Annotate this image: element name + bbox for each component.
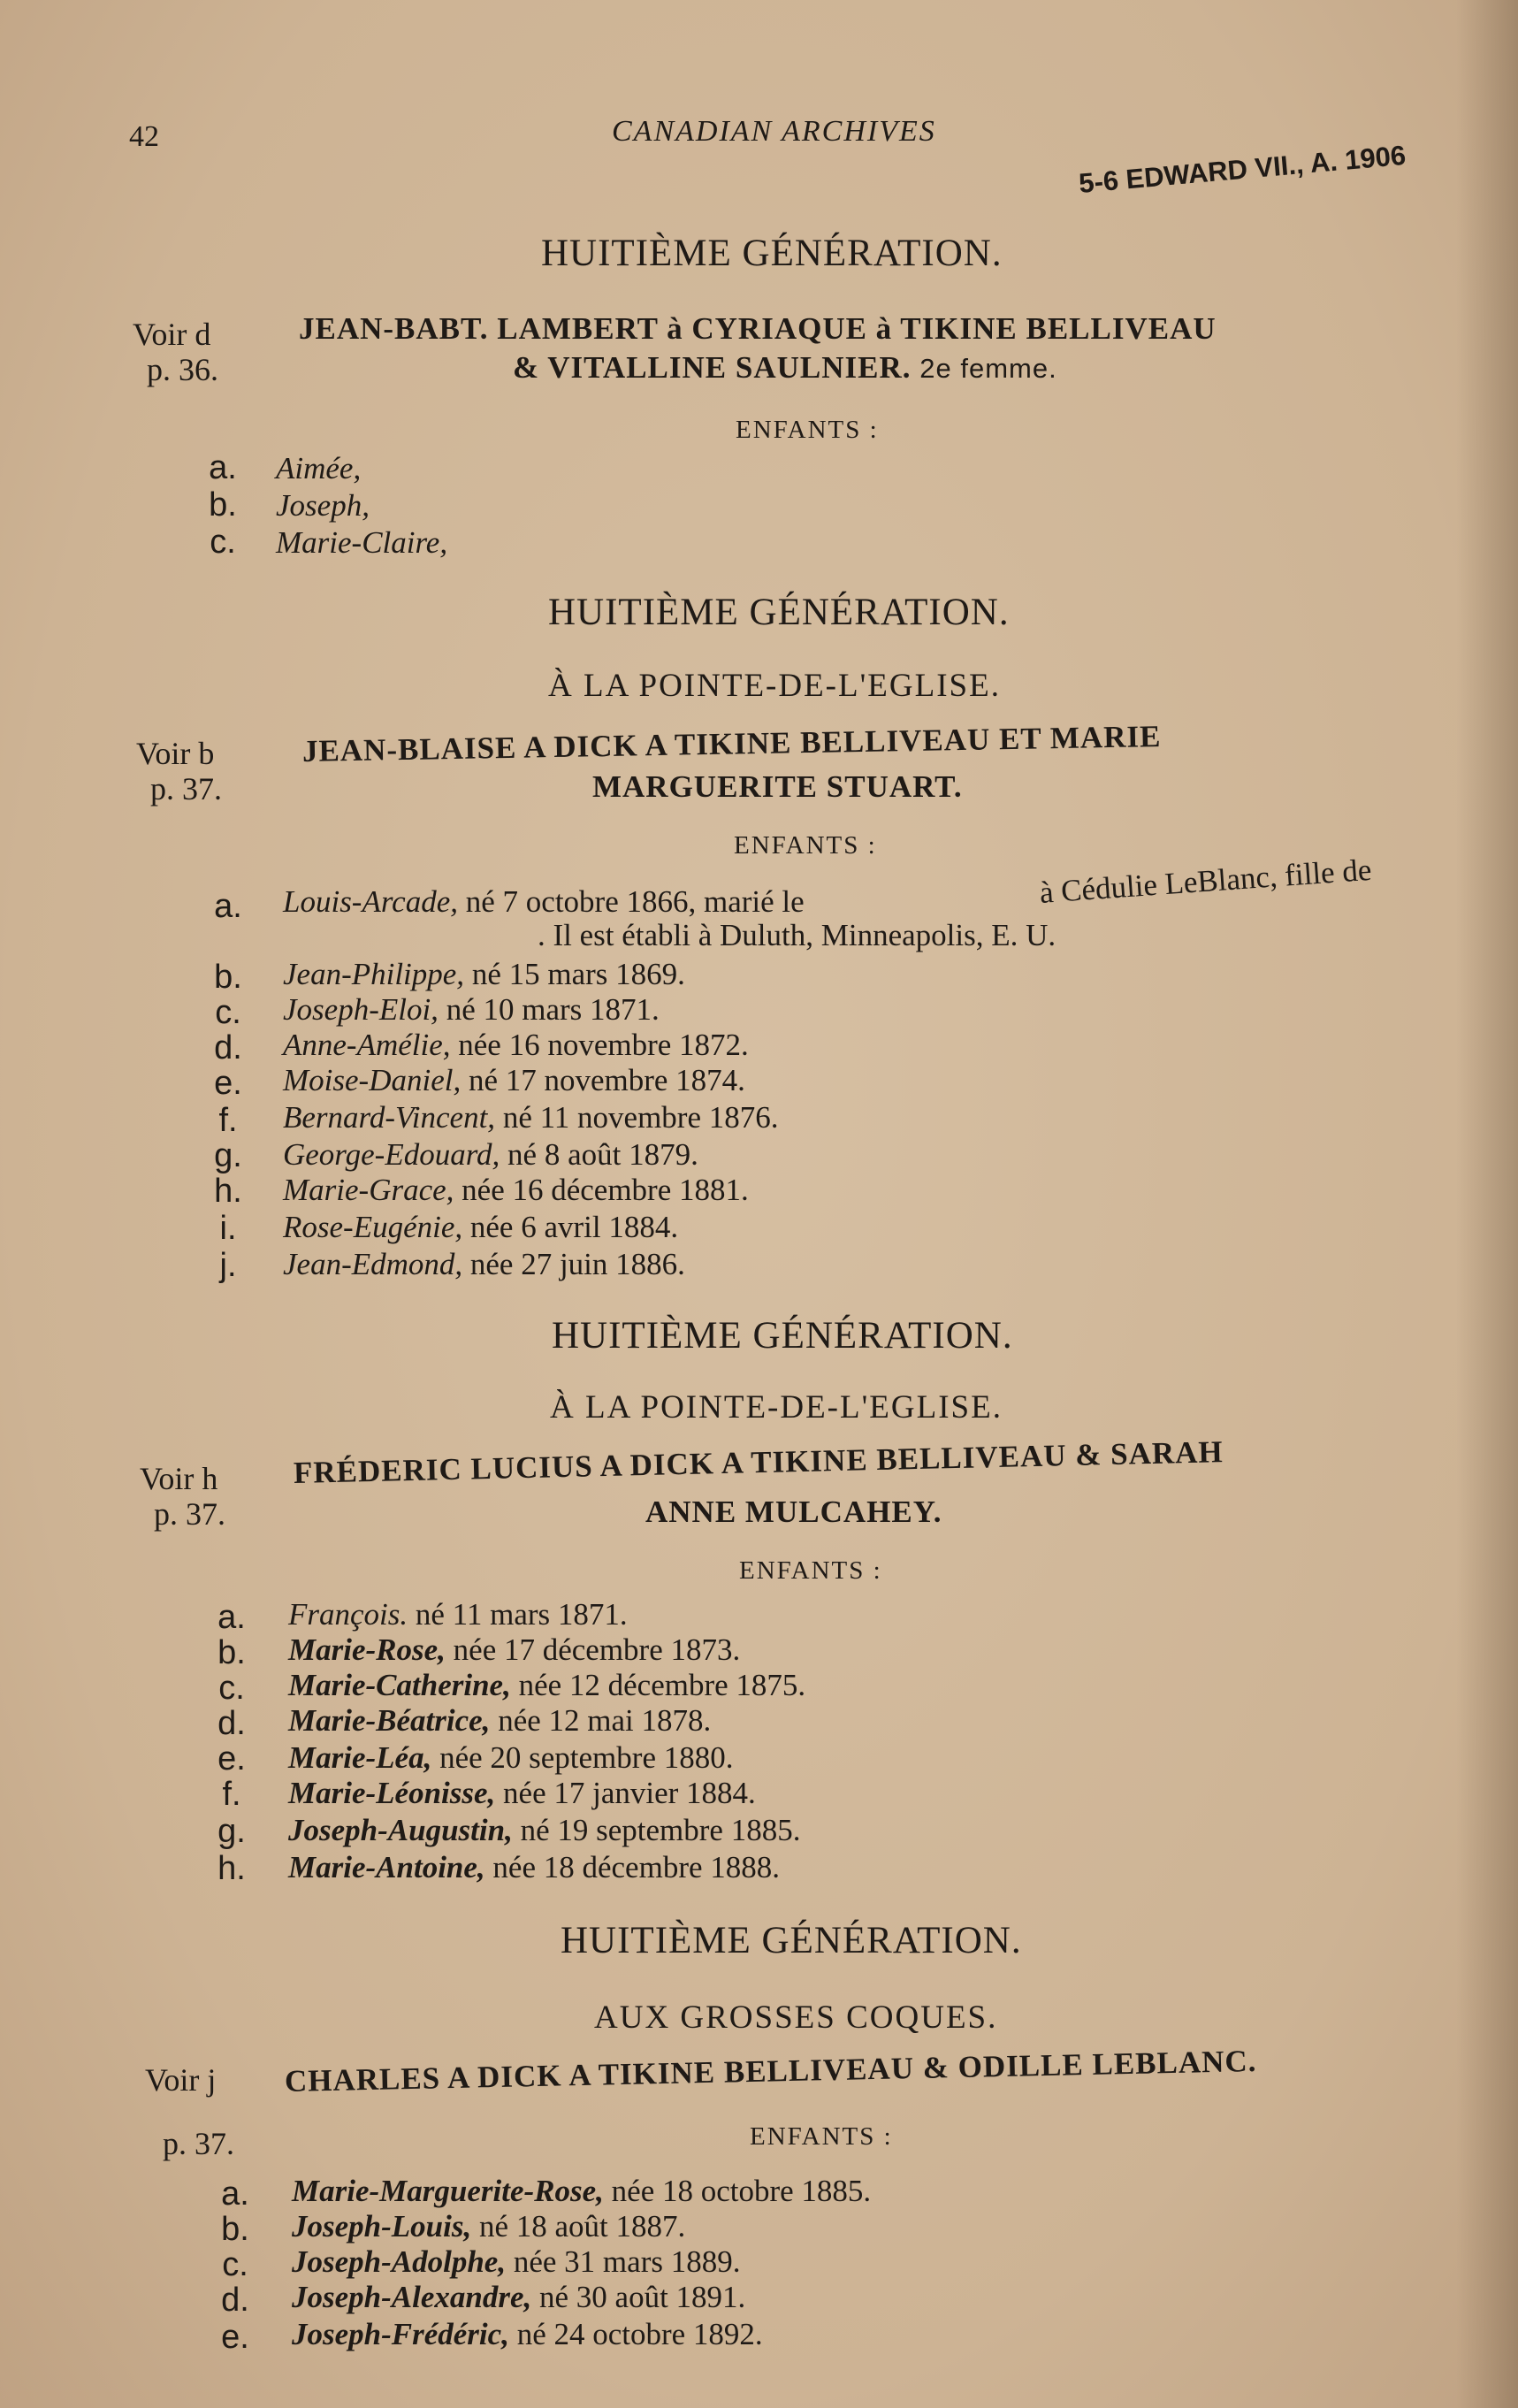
child-detail: né 11 mars 1871.: [415, 1597, 628, 1632]
child-letter: e.: [214, 1065, 242, 1102]
child-name: Marie-Béatrice,: [288, 1703, 491, 1738]
child-name: Joseph-Frédéric,: [292, 2317, 509, 2351]
child-letter: d.: [217, 1705, 246, 1742]
child-name: Marie-Marguerite-Rose,: [292, 2174, 604, 2208]
child-name: Jean-Edmond,: [283, 1247, 463, 1281]
child-entry: [276, 525, 447, 561]
enfants-label: ENFANTS :: [734, 831, 877, 860]
child-detail: née 17 janvier 1884.: [503, 1776, 756, 1810]
child-name: Joseph-Eloi,: [283, 992, 439, 1027]
child-name: Marie-Antoine,: [288, 1850, 485, 1884]
location-heading: AUX GROSSES COQUES.: [594, 1999, 998, 2036]
child-entry: [276, 451, 361, 486]
child-entry: [283, 957, 685, 992]
child-entry: [283, 992, 660, 1028]
child-letter: d.: [221, 2282, 249, 2319]
voir-text: Voir h: [140, 1461, 218, 1496]
child-entry: [288, 1813, 800, 1848]
child-entry: [292, 2280, 745, 2315]
child-detail: née 16 décembre 1881.: [462, 1173, 749, 1207]
child-continuation: . Il est établi à Duluth, Minneapolis, E. U.: [538, 918, 1056, 952]
child-letter: b.: [217, 1634, 246, 1671]
edition-label: 5-6 EDWARD VII., A. 1906: [1077, 139, 1407, 200]
child-detail: née 12 décembre 1875.: [518, 1668, 806, 1702]
child-name: Marie-Grace,: [283, 1173, 454, 1207]
child-entry: [288, 1776, 756, 1811]
voir-reference: [145, 2062, 216, 2098]
child-entry: [292, 2209, 685, 2244]
child-entry: [283, 1247, 685, 1282]
child-detail: née 12 mai 1878.: [498, 1703, 712, 1738]
voir-text: Voir d: [133, 317, 211, 352]
child-letter: f.: [218, 1102, 238, 1139]
child-entry: [288, 1703, 711, 1739]
child-letter: a.: [214, 888, 242, 925]
generation-heading: HUITIÈME GÉNÉRATION.: [561, 1920, 1022, 1961]
running-title: CANADIAN ARCHIVES: [612, 115, 936, 148]
child-detail: née 18 octobre 1885.: [611, 2174, 872, 2208]
voir-text: Voir b: [136, 736, 215, 771]
child-detail: né 15 mars 1869.: [471, 957, 685, 991]
parents-spouse: & VITALLINE SAULNIER.: [513, 350, 912, 385]
child-name: Jean-Philippe,: [283, 957, 465, 991]
child-letter: g.: [214, 1137, 242, 1174]
child-detail: née 18 décembre 1888.: [492, 1850, 781, 1884]
child-letter: b.: [209, 486, 237, 524]
voir-reference: [136, 736, 222, 806]
child-name: Marie-Léa,: [288, 1740, 432, 1775]
child-entry: [288, 1597, 628, 1632]
page-number: 42: [129, 120, 159, 153]
child-detail: née 6 avril 1884.: [469, 1210, 679, 1244]
child-entry: [292, 2174, 871, 2209]
child-letter: b.: [221, 2211, 249, 2248]
voir-reference: [133, 317, 218, 387]
child-detail: né 19 septembre 1885.: [520, 1813, 801, 1847]
child-detail: née 27 juin 1886.: [469, 1247, 685, 1281]
child-letter: c.: [218, 1670, 245, 1707]
spouse-note: 2e femme.: [919, 353, 1057, 384]
voir-page: p. 37.: [154, 1496, 225, 1532]
generation-heading: HUITIÈME GÉNÉRATION.: [541, 233, 1003, 274]
parents-line-2: MARGUERITE STUART.: [592, 769, 963, 804]
child-detail: né 30 août 1891.: [539, 2280, 746, 2314]
child-entry: [283, 1100, 779, 1135]
generation-heading: HUITIÈME GÉNÉRATION.: [552, 1315, 1013, 1357]
child-letter: g.: [217, 1813, 246, 1850]
child-name: Marie-Léonisse,: [288, 1776, 496, 1810]
child-name: Bernard-Vincent,: [283, 1100, 496, 1135]
parents-line-1: JEAN-BLAISE A DICK A TIKINE BELLIVEAU ET MARIE: [301, 719, 1162, 768]
parents-line-1: JEAN-BABT. LAMBERT à CYRIAQUE à TIKINE BELLIVEAU: [299, 311, 1217, 346]
child-letter: d.: [214, 1029, 242, 1066]
parents-line-2: ANNE MULCAHEY.: [645, 1494, 942, 1529]
child-entry: [283, 884, 805, 920]
child-letter: a.: [209, 449, 237, 486]
child-name: Aimée,: [276, 451, 362, 485]
child-detail-right: à Cédulie LeBlanc, fille de: [1038, 852, 1373, 910]
child-name: Anne-Amélie,: [283, 1028, 451, 1062]
enfants-label: ENFANTS :: [736, 416, 879, 444]
child-name: Joseph-Alexandre,: [292, 2280, 532, 2314]
child-name: Joseph,: [276, 488, 370, 523]
parents-line-1: CHARLES A DICK A TIKINE BELLIVEAU & ODILLE LEBLANC.: [284, 2043, 1257, 2098]
child-name: Marie-Rose,: [288, 1632, 446, 1667]
voir-page: p. 36.: [147, 352, 218, 387]
voir-page: p. 37.: [163, 2126, 234, 2161]
child-letter: i.: [219, 1210, 237, 1247]
parents-line-2: [513, 350, 1057, 386]
child-detail: née 17 décembre 1873.: [453, 1632, 741, 1667]
child-detail: né 18 août 1887.: [478, 2209, 686, 2244]
location-heading: À LA POINTE-DE-L'EGLISE.: [548, 668, 1001, 704]
child-name: Rose-Eugénie,: [283, 1210, 463, 1244]
child-entry: [288, 1668, 805, 1703]
child-entry: [292, 2244, 740, 2280]
child-letter: e.: [217, 1740, 246, 1777]
child-letter: a.: [221, 2175, 249, 2213]
location-heading: À LA POINTE-DE-L'EGLISE.: [550, 1389, 1003, 1426]
child-letter: j.: [219, 1247, 237, 1284]
child-letter: a.: [217, 1599, 246, 1636]
child-entry: [288, 1850, 780, 1885]
child-entry: [283, 1137, 698, 1173]
child-letter: e.: [221, 2319, 249, 2356]
child-name: Marie-Catherine,: [288, 1668, 511, 1702]
voir-page: p. 37.: [150, 771, 222, 806]
child-name: Moise-Daniel,: [283, 1063, 462, 1097]
child-entry: [283, 1210, 678, 1245]
child-name: Joseph-Louis,: [292, 2209, 472, 2244]
enfants-label: ENFANTS :: [739, 1556, 882, 1585]
enfants-label: ENFANTS :: [750, 2122, 893, 2151]
child-letter: h.: [217, 1850, 246, 1887]
child-letter: c.: [215, 994, 241, 1031]
child-detail: né 8 août 1879.: [507, 1137, 698, 1172]
child-detail: née 31 mars 1889.: [513, 2244, 741, 2279]
child-name: Joseph-Augustin,: [288, 1813, 513, 1847]
child-entry: [288, 1632, 740, 1668]
child-entry: [283, 1173, 749, 1208]
child-name: Marie-Claire,: [276, 525, 448, 560]
child-letter: c.: [210, 524, 236, 561]
parents-line-1: FRÉDERIC LUCIUS A DICK A TIKINE BELLIVEAU & SARAH: [293, 1434, 1224, 1490]
child-name: Louis-Arcade,: [283, 884, 458, 919]
child-detail: né 17 novembre 1874.: [468, 1063, 745, 1097]
child-detail: né 10 mars 1871.: [446, 992, 660, 1027]
child-letter: c.: [222, 2246, 248, 2283]
child-detail: née 16 novembre 1872.: [458, 1028, 749, 1062]
child-detail: né 11 novembre 1876.: [502, 1100, 779, 1135]
voir-reference: [140, 1461, 225, 1532]
child-name: François.: [288, 1597, 408, 1632]
generation-heading: HUITIÈME GÉNÉRATION.: [548, 592, 1010, 633]
child-name: George-Edouard,: [283, 1137, 500, 1172]
child-entry: [276, 488, 370, 524]
child-detail: né 7 octobre 1866, marié le: [465, 884, 805, 919]
child-entry: [288, 1740, 733, 1776]
child-name: Joseph-Adolphe,: [292, 2244, 507, 2279]
child-letter: h.: [214, 1173, 242, 1210]
child-letter: b.: [214, 959, 242, 996]
child-entry: [292, 2317, 763, 2352]
child-detail: né 24 octobre 1892.: [516, 2317, 763, 2351]
child-entry: [283, 1063, 745, 1098]
voir-text: Voir j: [145, 2062, 217, 2098]
child-detail: née 20 septembre 1880.: [439, 1740, 734, 1775]
child-entry: [283, 1028, 749, 1063]
child-letter: f.: [222, 1776, 241, 1813]
